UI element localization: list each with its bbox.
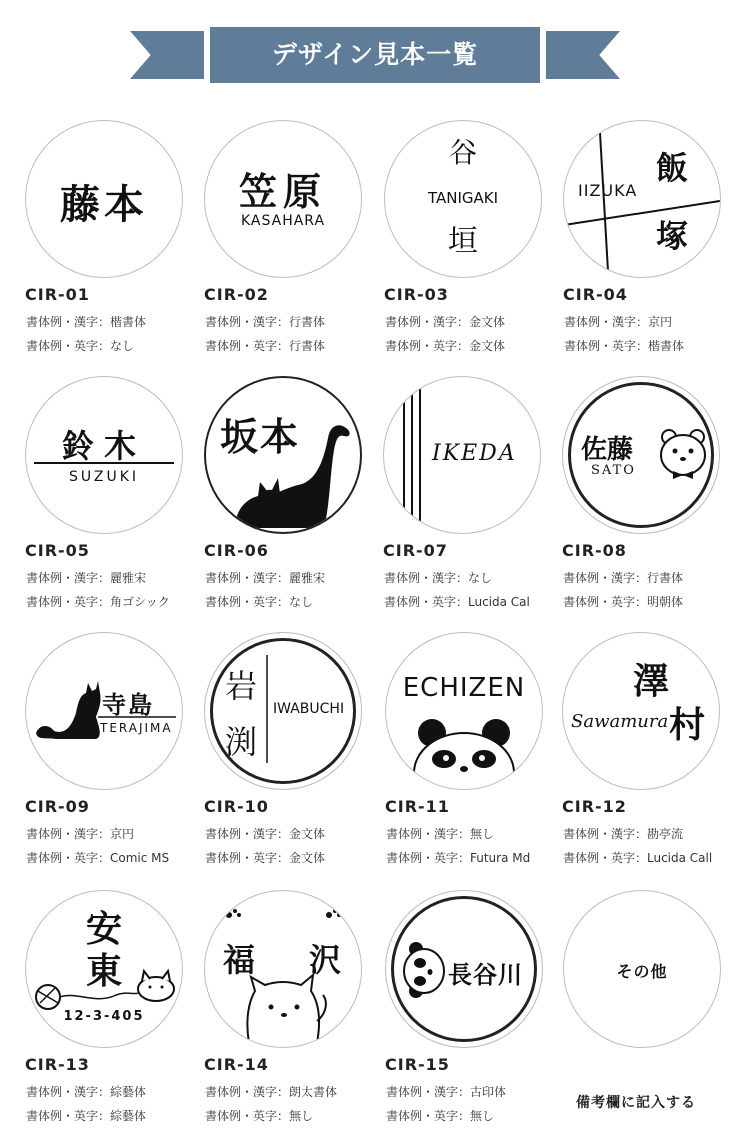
font-kanji: 書体例・漢字：京円 (564, 315, 673, 329)
stamp-preview (562, 632, 720, 790)
stamp-kanji-top: 飯 (656, 149, 689, 187)
stamp-roman: ECHIZEN (402, 673, 526, 703)
font-english: 書体例・英字：Lucida Cal (384, 595, 530, 609)
stamp-kanji-top: 谷 (448, 136, 477, 169)
stamp-roman: SATO (591, 463, 636, 478)
stamp-preview (25, 376, 183, 534)
font-kanji: 書体例・漢字：楷書体 (26, 315, 147, 329)
stamp-kanji: 鈴木 (61, 427, 146, 465)
design-code: CIR-12 (562, 797, 627, 816)
stamp-roman: IIZUKA (578, 181, 638, 200)
stamp-kanji-top: 安 (85, 909, 122, 950)
font-english: 書体例・英字：金文体 (385, 339, 506, 353)
stamp-kanji: 坂本 (220, 414, 301, 459)
stamp-preview (204, 890, 362, 1048)
font-kanji: 書体例・漢字：麗雅宋 (205, 571, 326, 585)
design-code: CIR-15 (385, 1055, 450, 1074)
stamp-kanji: 寺島 (102, 691, 154, 719)
font-kanji: 書体例・漢字：古印体 (386, 1085, 507, 1099)
font-english: 書体例・英字：行書体 (205, 339, 326, 353)
font-english: 書体例・英字：Comic MS (26, 851, 170, 865)
design-code: CIR-09 (25, 797, 90, 816)
font-kanji: 書体例・漢字：金文体 (385, 315, 506, 329)
design-code: CIR-01 (25, 285, 90, 304)
stamp-kanji-top: 澤 (633, 660, 670, 702)
stamp-roman: TANIGAKI (427, 189, 499, 207)
font-kanji: 書体例・漢字：無し (386, 827, 495, 841)
stamp-kanji-bottom: 塚 (656, 217, 689, 255)
design-code: CIR-10 (204, 797, 269, 816)
stamp-preview (385, 632, 543, 790)
design-code: CIR-06 (204, 541, 269, 560)
stamp-preview (385, 890, 543, 1048)
font-kanji: 書体例・漢字：綜藝体 (26, 1085, 147, 1099)
font-kanji: 書体例・漢字：行書体 (205, 315, 326, 329)
stamp-kanji: 藤本 (60, 181, 148, 228)
stamp-kanji-top: 岩 (225, 667, 258, 705)
other-label: その他 (616, 962, 668, 981)
stamp-preview (562, 376, 720, 534)
design-code: CIR-02 (204, 285, 269, 304)
font-english: 書体例・英字：Lucida Call (563, 851, 713, 865)
font-english: 書体例・英字：無し (205, 1109, 314, 1123)
panda-icon (386, 633, 542, 789)
banner-ribbon-right (546, 31, 620, 79)
stamp-divider (205, 633, 361, 789)
design-code: CIR-14 (204, 1055, 269, 1074)
stamp-kanji-left: 福 (223, 941, 256, 979)
design-code: CIR-08 (562, 541, 627, 560)
design-code: CIR-07 (383, 541, 448, 560)
font-kanji: 書体例・漢字：金文体 (205, 827, 326, 841)
font-english: 書体例・英字：楷書体 (564, 339, 685, 353)
stamp-kanji-bottom: 垣 (448, 224, 478, 259)
font-kanji: 書体例・漢字：朗太書体 (205, 1085, 338, 1099)
stamp-kanji: 長谷川 (448, 960, 523, 989)
design-code: CIR-05 (25, 541, 90, 560)
design-code: CIR-04 (563, 285, 628, 304)
stamp-preview (204, 376, 362, 534)
font-english: 書体例・英字：金文体 (205, 851, 326, 865)
stamp-preview (25, 632, 183, 790)
stamp-kanji-right: 沢 (309, 941, 342, 979)
stamp-preview (383, 376, 541, 534)
stamp-preview (563, 890, 721, 1048)
stamp-roman: IKEDA (432, 441, 517, 466)
stamp-preview (384, 120, 542, 278)
header-banner (130, 27, 620, 83)
font-kanji: 書体例・漢字：麗雅宋 (26, 571, 147, 585)
stamp-preview (204, 632, 362, 790)
font-english: 書体例・英字：無し (386, 1109, 495, 1123)
stamp-preview (25, 890, 183, 1048)
remark-note: 備考欄に記入する (576, 1095, 696, 1111)
font-english: 書体例・英字：なし (205, 595, 314, 609)
design-code: CIR-03 (384, 285, 449, 304)
font-kanji: 書体例・漢字：行書体 (563, 571, 684, 585)
font-english: 書体例・英字：なし (26, 339, 135, 353)
panda-icon (386, 891, 542, 1047)
bear-icon (563, 377, 719, 533)
stamp-roman: 12-3-405 (63, 1009, 145, 1024)
stamp-kanji-bottom: 村 (669, 704, 706, 746)
font-english: 書体例・英字：Futura Md (386, 851, 531, 865)
font-english: 書体例・英字：明朝体 (563, 595, 684, 609)
design-code: CIR-13 (25, 1055, 90, 1074)
stamp-roman: KASAHARA (240, 213, 326, 229)
page-title: デザイン見本一覧 (210, 27, 540, 83)
stamp-kanji-bottom: 渕 (225, 723, 258, 761)
banner-ribbon-left (130, 31, 204, 79)
design-code: CIR-11 (385, 797, 450, 816)
font-kanji: 書体例・漢字：なし (384, 571, 493, 585)
font-kanji: 書体例・漢字：勘亭流 (563, 827, 684, 841)
stamp-roman: TERAJIMA (100, 721, 173, 735)
font-english: 書体例・英字：綜藝体 (26, 1109, 147, 1123)
font-kanji: 書体例・漢字：京円 (26, 827, 135, 841)
stamp-kanji: 佐藤 (581, 435, 634, 465)
stamp-kanji: 笠原 (238, 169, 327, 214)
stamp-preview (204, 120, 362, 278)
stamp-preview (25, 120, 183, 278)
font-english: 書体例・英字：角ゴシック (26, 595, 170, 609)
stamp-roman: IWABUCHI (273, 701, 345, 717)
stamp-kanji-bottom: 東 (85, 951, 122, 992)
stamp-roman: SUZUKI (68, 469, 140, 485)
stamp-roman: Sawamura (571, 711, 669, 732)
stamp-preview (563, 120, 721, 278)
